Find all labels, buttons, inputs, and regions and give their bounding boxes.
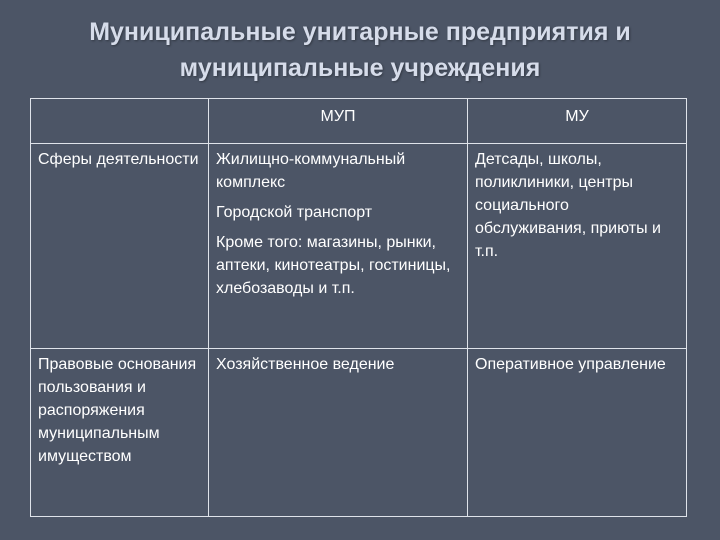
mup-item-transport: Городской транспорт	[216, 204, 373, 221]
row-label-legal-basis: Правовые основания пользования и распоряжения муниципальным имуществом	[38, 356, 197, 465]
mu-item-operational-management: Оперативное управление	[475, 356, 666, 373]
header-mu-label: МУ	[565, 108, 589, 125]
table-row	[31, 144, 687, 349]
header-cell-mup	[209, 99, 468, 144]
header-mup-label: МУП	[320, 108, 356, 125]
mu-item-institutions: Детсады, школы, поликлиники, центры социального обслуживания, приюты и т.п.	[475, 151, 661, 260]
slide-title-line-1: Муниципальные унитарные предприятия и	[89, 18, 631, 46]
mup-cell	[209, 144, 468, 349]
row-label-spheres: Сферы деятельности	[38, 151, 199, 168]
row-label-cell	[31, 349, 209, 517]
header-cell-mu	[468, 99, 687, 144]
mup-item-housing: Жилищно-коммунальный комплекс	[216, 151, 406, 191]
table-row	[31, 349, 687, 517]
mup-item-other: Кроме того: магазины, рынки, аптеки, кинотеатры, гостиницы, хлебозаводы и т.п.	[216, 234, 451, 297]
slide-title	[0, 14, 720, 86]
mup-item-economic-management: Хозяйственное ведение	[216, 356, 395, 373]
mup-cell	[209, 349, 468, 517]
row-label-cell	[31, 144, 209, 349]
slide-title-line-2: муниципальные учреждения	[179, 54, 541, 82]
mu-cell	[468, 144, 687, 349]
table-header-row	[31, 99, 687, 144]
comparison-table	[30, 98, 687, 517]
header-cell-empty	[31, 99, 209, 144]
mu-cell	[468, 349, 687, 517]
